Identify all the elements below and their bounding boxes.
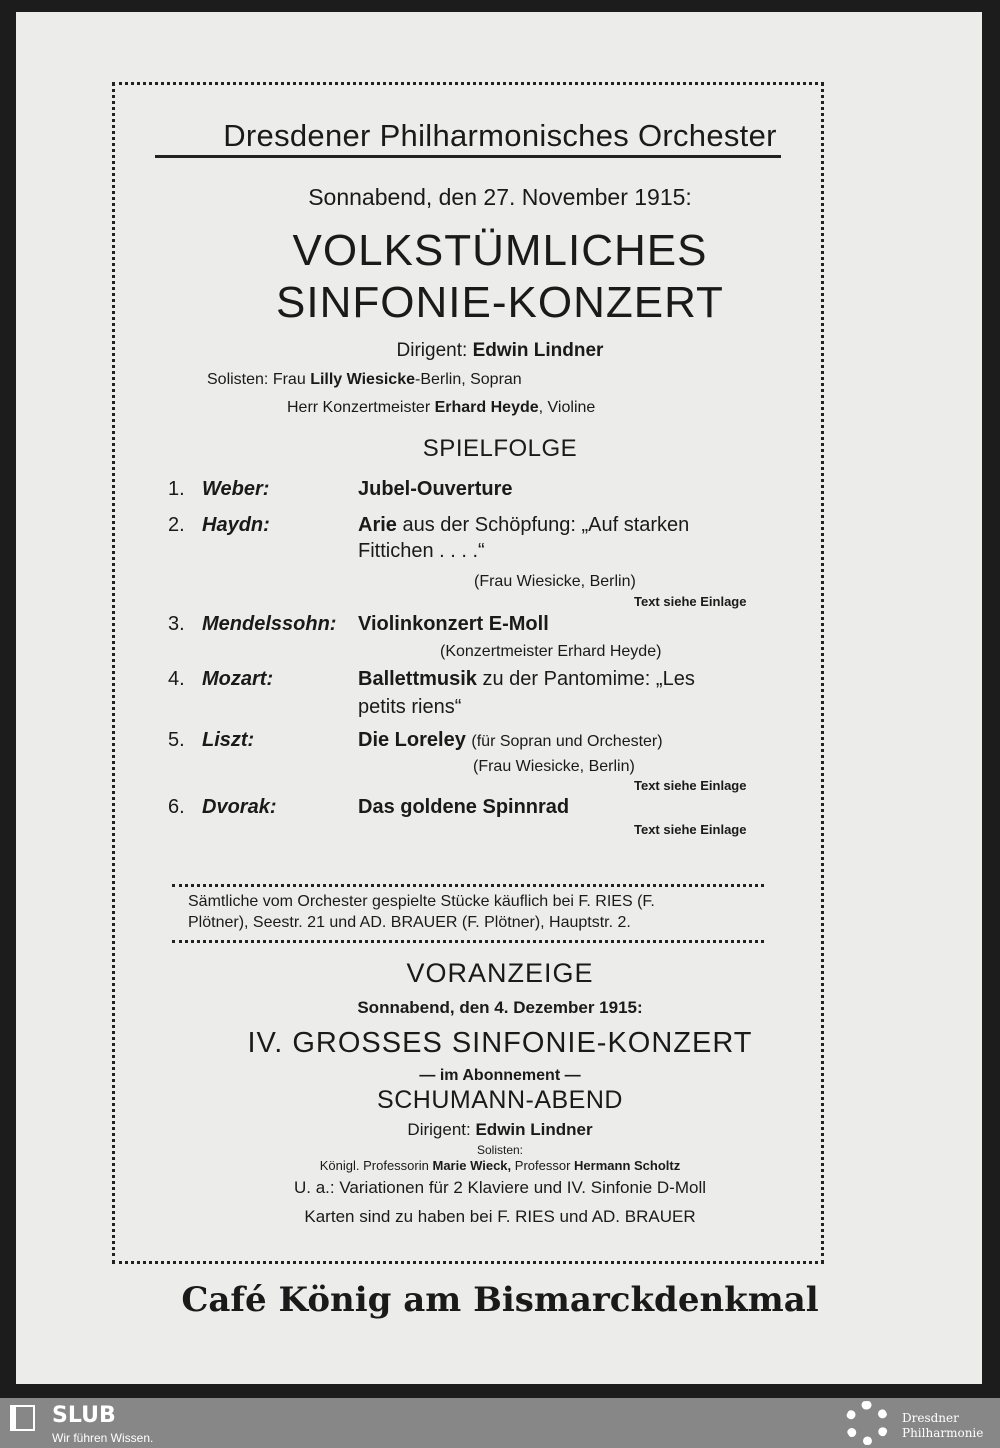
orchestra-name: Dresdener Philharmonisches Orchester	[223, 118, 777, 153]
sales-note-line1: Sämtliche vom Orchester gespielte Stücke käuflich bei F. RIES (F.	[188, 893, 655, 910]
item-work-text: (für Sopran und Orchester)	[471, 733, 663, 750]
item-work-bold: Die Loreley	[358, 729, 466, 751]
philharmonie-logo-icon	[845, 1401, 889, 1445]
sales-note-line2: Plötner), Seestr. 21 und AD. BRAUER (F. Plötner), Hauptstr. 2.	[188, 914, 631, 931]
conductor-line	[0, 340, 1000, 362]
item-composer: Haydn:	[202, 514, 270, 536]
item-work-bold: Arie	[358, 514, 397, 536]
preview-heading: VORANZEIGE	[406, 958, 594, 988]
cafe-advert: Café König am Bismarckdenkmal	[181, 1280, 819, 1320]
slub-logo[interactable]: SLUB	[52, 1403, 116, 1428]
soloists-label: Solisten:	[207, 371, 269, 388]
item-number: 5.	[168, 729, 185, 751]
conductor-label: Dirigent:	[407, 1120, 471, 1139]
preview-tickets: Karten sind zu haben bei F. RIES und AD. BRAUER	[304, 1207, 696, 1226]
soloist2-name: Erhard Heyde	[434, 399, 539, 416]
partner-line2: Philharmonie	[902, 1426, 984, 1440]
soloist-b: Marie Wieck,	[432, 1158, 512, 1173]
item-work: Jubel-Ouverture	[358, 478, 513, 500]
item-number: 1.	[168, 478, 185, 500]
preview-subtitle: SCHUMANN-ABEND	[377, 1086, 623, 1114]
preview-date: Sonnabend, den 4. Dezember 1915:	[357, 998, 643, 1017]
concert-date: Sonnabend, den 27. November 1915:	[308, 184, 692, 210]
soloist2-prefix: Herr Konzertmeister	[287, 399, 431, 416]
soloist1-name: Lilly Wiesicke	[310, 371, 415, 388]
item-number: 4.	[168, 668, 185, 690]
soloist-line-1	[207, 371, 522, 389]
item-work: Das goldene Spinnrad	[358, 796, 570, 818]
preview-soloists	[0, 1158, 1000, 1173]
title-underline	[155, 155, 781, 158]
footer-bar	[0, 1398, 1000, 1448]
soloist-line-2	[287, 399, 595, 417]
dotted-divider	[172, 940, 764, 943]
item-composer: Dvorak:	[202, 796, 277, 818]
soloist1-prefix: Frau	[272, 371, 306, 388]
item-composer: Mozart:	[202, 668, 274, 690]
soloist1-suffix: -Berlin, Sopran	[414, 371, 522, 388]
item-work	[358, 514, 689, 537]
item-work-text: aus der Schöpfung: „Auf starken	[402, 514, 690, 536]
preview-subscription: — im Abonnement —	[419, 1067, 581, 1084]
concert-title-line2: SINFONIE-KONZERT	[276, 278, 724, 327]
item-composer: Mendelssohn:	[202, 613, 337, 635]
item-work: Violinkonzert E-Moll	[358, 613, 549, 635]
soloist2-suffix: , Violine	[538, 399, 596, 416]
item-note: Text siehe Einlage	[634, 594, 747, 609]
item-work-text: zu der Pantomime: „Les	[482, 668, 695, 690]
item-performer: (Frau Wiesicke, Berlin)	[474, 573, 636, 590]
item-note: Text siehe Einlage	[634, 822, 747, 837]
preview-works: U. a.: Variationen für 2 Klaviere und IV. Sinfonie D-Moll	[294, 1178, 706, 1197]
item-composer: Liszt:	[202, 729, 255, 751]
soloist-c: Professor	[514, 1158, 571, 1173]
slub-tagline: Wir führen Wissen.	[52, 1431, 154, 1445]
conductor-name: Edwin Lindner	[472, 340, 604, 361]
item-work	[358, 668, 695, 691]
partner-line1: Dresdner	[902, 1411, 959, 1425]
item-note: Text siehe Einlage	[634, 778, 747, 793]
preview-conductor	[0, 1120, 1000, 1140]
item-number: 2.	[168, 514, 185, 536]
program-heading: SPIELFOLGE	[422, 435, 578, 462]
item-work-line2: petits riens“	[358, 696, 462, 718]
item-performer: (Frau Wiesicke, Berlin)	[473, 758, 635, 775]
item-work	[358, 729, 663, 752]
soloist-d: Hermann Scholtz	[574, 1158, 681, 1173]
item-performer: (Konzertmeister Erhard Heyde)	[440, 643, 662, 660]
conductor-name: Edwin Lindner	[475, 1120, 593, 1139]
preview-title: IV. GROSSES SINFONIE-KONZERT	[247, 1027, 753, 1059]
dotted-divider	[172, 884, 764, 887]
concert-title-line1: VOLKSTÜMLICHES	[292, 226, 708, 275]
item-work-line2: Fittichen . . . .“	[358, 540, 485, 562]
item-number: 6.	[168, 796, 185, 818]
item-work-bold: Ballettmusik	[358, 668, 477, 690]
book-icon	[10, 1405, 35, 1431]
item-number: 3.	[168, 613, 185, 635]
preview-soloists-label: Solisten:	[476, 1143, 524, 1157]
soloist-a: Königl. Professorin	[319, 1158, 429, 1173]
item-composer: Weber:	[202, 478, 270, 500]
conductor-label: Dirigent:	[396, 340, 468, 361]
